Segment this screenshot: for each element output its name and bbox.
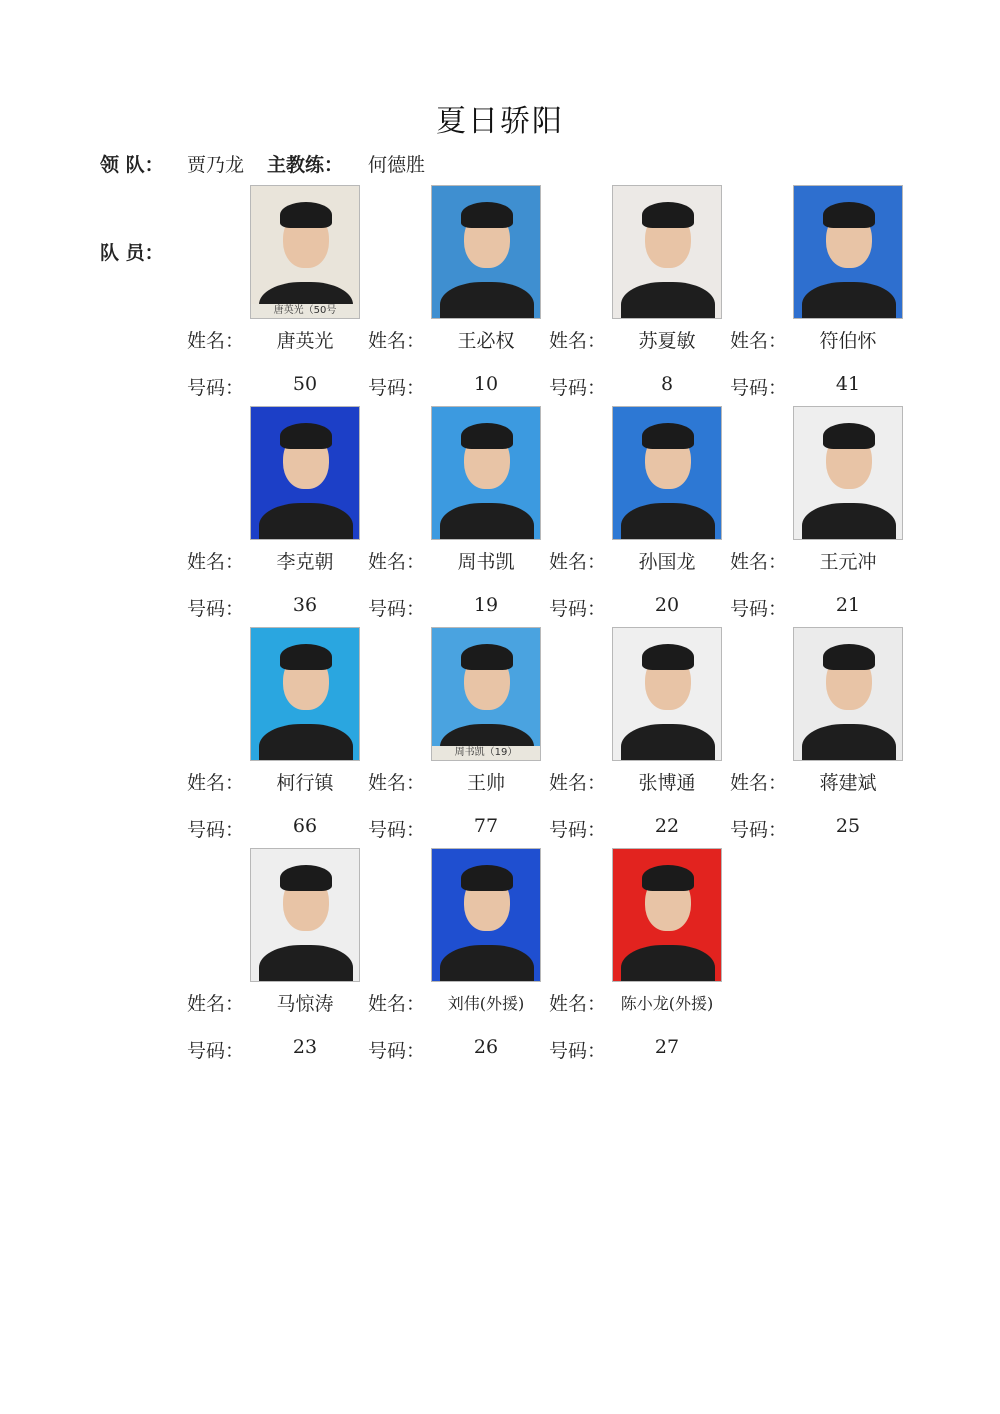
player-number: 10 — [473, 373, 499, 395]
number-label: 号码： — [368, 377, 426, 399]
player-card — [187, 406, 368, 627]
photo-hair — [642, 202, 694, 228]
photo-hair — [823, 644, 875, 670]
name-label: 姓名： — [187, 772, 245, 794]
player-card — [187, 848, 368, 1069]
player-number: 27 — [654, 1036, 680, 1058]
name-label: 姓名： — [368, 551, 426, 573]
number-label: 号码： — [368, 819, 426, 841]
photo-shoulders — [440, 503, 534, 540]
photo-caption: 周书凯（19） — [432, 746, 540, 760]
player-photo — [793, 406, 903, 540]
name-label: 姓名： — [368, 330, 426, 352]
player-name: 孙国龙 — [638, 551, 696, 573]
number-label: 号码： — [187, 1040, 245, 1062]
name-label: 姓名： — [368, 993, 426, 1015]
player-number: 23 — [292, 1036, 318, 1058]
number-label: 号码： — [730, 819, 788, 841]
player-card — [549, 185, 730, 406]
player-photo — [612, 848, 722, 982]
player-photo — [250, 627, 360, 761]
photo-hair — [461, 865, 513, 891]
player-card — [368, 185, 549, 406]
name-label: 姓名： — [187, 330, 245, 352]
name-label: 姓名： — [187, 551, 245, 573]
name-label: 姓名： — [730, 551, 788, 573]
player-number: 19 — [473, 594, 499, 616]
player-number: 77 — [473, 815, 499, 837]
player-name: 符伯怀 — [819, 330, 877, 352]
player-photo — [612, 406, 722, 540]
player-card — [187, 185, 368, 406]
name-label: 姓名： — [549, 551, 607, 573]
photo-shoulders — [440, 945, 534, 982]
photo-shoulders — [259, 503, 353, 540]
coach-name: 何德胜 — [368, 154, 426, 176]
photo-shoulders — [802, 503, 896, 540]
player-name: 张博通 — [638, 772, 696, 794]
player-name: 柯行镇 — [276, 772, 334, 794]
player-photo — [431, 406, 541, 540]
photo-hair — [280, 644, 332, 670]
player-name: 王必权 — [457, 330, 515, 352]
photo-hair — [642, 423, 694, 449]
photo-hair — [461, 644, 513, 670]
photo-shoulders — [259, 945, 353, 982]
player-name: 唐英光 — [276, 330, 334, 352]
photo-hair — [642, 644, 694, 670]
photo-shoulders — [259, 724, 353, 761]
number-label: 号码： — [187, 598, 245, 620]
name-label: 姓名： — [549, 993, 607, 1015]
photo-hair — [280, 202, 332, 228]
player-name: 王元冲 — [819, 551, 877, 573]
player-card — [368, 848, 549, 1069]
photo-hair — [823, 423, 875, 449]
player-number: 41 — [835, 373, 861, 395]
number-label: 号码： — [368, 1040, 426, 1062]
player-number: 8 — [660, 373, 674, 395]
player-number: 36 — [292, 594, 318, 616]
player-photo — [431, 848, 541, 982]
photo-shoulders — [621, 724, 715, 761]
player-name: 蒋建斌 — [819, 772, 877, 794]
player-card — [368, 627, 549, 848]
player-name: 李克朝 — [276, 551, 334, 573]
leader-name: 贾乃龙 — [187, 154, 245, 176]
name-label: 姓名： — [549, 330, 607, 352]
photo-hair — [823, 202, 875, 228]
name-label: 姓名： — [730, 772, 788, 794]
player-photo — [793, 185, 903, 319]
player-photo — [612, 627, 722, 761]
photo-shoulders — [621, 503, 715, 540]
player-number: 20 — [654, 594, 680, 616]
player-card — [730, 627, 911, 848]
photo-shoulders — [621, 282, 715, 319]
player-name: 苏夏敏 — [638, 330, 696, 352]
player-name: 陈小龙(外援) — [620, 994, 714, 1013]
player-number: 66 — [292, 815, 318, 837]
player-photo — [250, 848, 360, 982]
number-label: 号码： — [368, 598, 426, 620]
members-label: 队 员： — [100, 242, 164, 264]
photo-hair — [280, 423, 332, 449]
player-name: 王帅 — [466, 772, 505, 794]
player-number: 21 — [835, 594, 861, 616]
player-number: 50 — [292, 373, 318, 395]
player-name: 马惊涛 — [276, 993, 334, 1015]
coach-label: 主教练： — [267, 154, 344, 176]
number-label: 号码： — [549, 598, 607, 620]
player-card — [730, 406, 911, 627]
player-photo — [612, 185, 722, 319]
player-photo — [250, 406, 360, 540]
player-card — [187, 627, 368, 848]
player-card — [730, 185, 911, 406]
number-label: 号码： — [549, 1040, 607, 1062]
number-label: 号码： — [187, 819, 245, 841]
player-photo — [793, 627, 903, 761]
page-title: 夏日骄阳 — [436, 104, 564, 139]
photo-shoulders — [440, 282, 534, 319]
photo-hair — [280, 865, 332, 891]
player-number: 25 — [835, 815, 861, 837]
photo-hair — [642, 865, 694, 891]
player-number: 22 — [654, 815, 680, 837]
name-label: 姓名： — [730, 330, 788, 352]
player-card — [549, 627, 730, 848]
name-label: 姓名： — [187, 993, 245, 1015]
player-photo — [431, 185, 541, 319]
number-label: 号码： — [730, 598, 788, 620]
player-name: 刘伟(外援) — [447, 994, 525, 1013]
player-photo — [250, 185, 360, 319]
number-label: 号码： — [549, 377, 607, 399]
number-label: 号码： — [187, 377, 245, 399]
player-card — [549, 848, 730, 1069]
photo-shoulders — [802, 724, 896, 761]
photo-hair — [461, 202, 513, 228]
player-photo — [431, 627, 541, 761]
number-label: 号码： — [730, 377, 788, 399]
name-label: 姓名： — [368, 772, 426, 794]
player-number: 26 — [473, 1036, 499, 1058]
name-label: 姓名： — [549, 772, 607, 794]
photo-hair — [461, 423, 513, 449]
player-card — [368, 406, 549, 627]
number-label: 号码： — [549, 819, 607, 841]
player-name: 周书凯 — [457, 551, 515, 573]
leader-label: 领 队： — [100, 154, 164, 176]
photo-caption: 唐英光（50号 — [251, 304, 359, 318]
player-card — [549, 406, 730, 627]
photo-shoulders — [802, 282, 896, 319]
photo-shoulders — [621, 945, 715, 982]
